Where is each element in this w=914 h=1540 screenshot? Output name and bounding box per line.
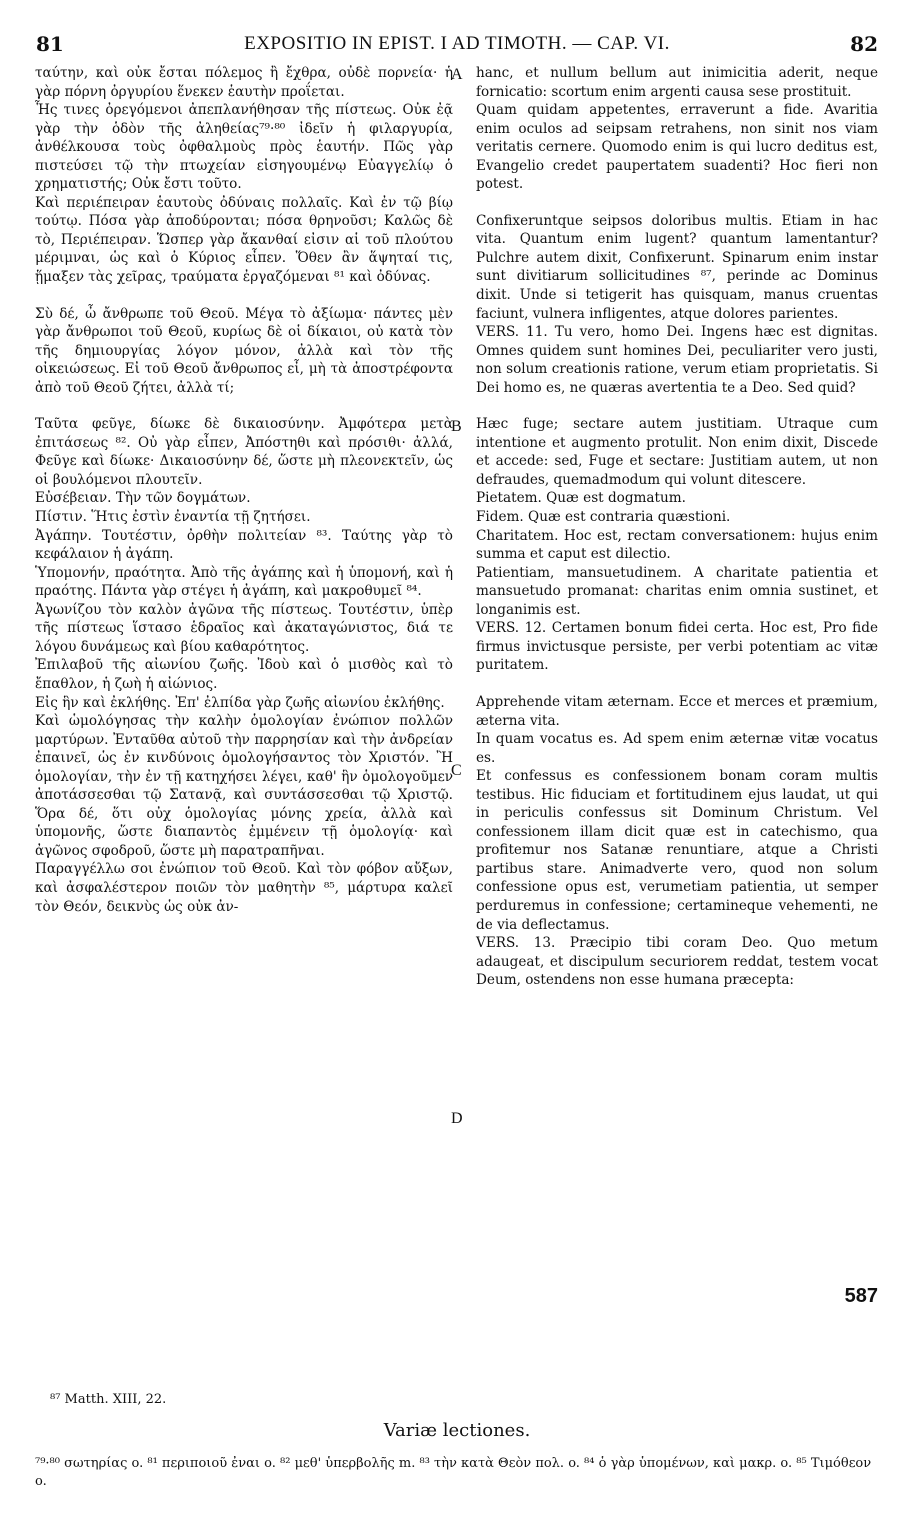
column-number: 587 — [844, 1285, 878, 1307]
greek-paragraph: Σὺ δέ, ὦ ἄνθρωπε τοῦ Θεοῦ. Μέγα τὸ ἀξίωμα· πάντες μὲν γὰρ ἄνθρωποι τοῦ Θεοῦ, κυρίως δὲ οἱ δίκαιοι, οὐ κατὰ τὸν τῆς δημιουργίας λόγον μόνον, ἀλλὰ καὶ τὸν τῆς οἰκειώσεως. Εἰ τοῦ Θεοῦ ἄνθρωπος εἶ, μὴ τὰ ἀποστρέφοντα ἀπὸ τοῦ Θεοῦ ζήτει, ἀλλὰ τί; — [35, 305, 453, 396]
variants-heading: Variæ lectiones. — [383, 1420, 531, 1441]
latin-paragraph: VERS. 12. Certamen bonum fidei certa. Hoc est, Pro fide firmus invictusque persiste, per verbi potentiam ac vitæ puritatem. — [476, 620, 878, 674]
latin-paragraph: Confixeruntque seipsos doloribus multis. Etiam in hac vita. Quantum enim lugent? quantum lamentantur? Pulchre autem dixit, Confixerunt. Spinarum enim instar sunt divitiarum sollicitudines ⁸⁷, perinde ac Dominus dixit. Unde si tetigerit has quisquam, manus cruentas faciunt, vulnera infligentes, atque dolores parientes. — [476, 212, 878, 322]
margin-letter-b: B — [451, 418, 462, 435]
greek-paragraph: Πίστιν. Ἥτις ἐστὶν ἐναντία τῇ ζητήσει. — [35, 509, 311, 526]
latin-paragraph: Apprehende vitam æternam. Ecce et merces et præmium, æterna vita. — [476, 693, 878, 729]
greek-paragraph: Ταῦτα φεῦγε, δίωκε δὲ δικαιοσύνην. Ἀμφότερα μετὰ ἐπιτάσεως ⁸². Οὐ γὰρ εἶπεν, Ἀπόστηθι καὶ πρόσιθι· ἀλλά, Φεῦγε καὶ δίωκε· Δικαιοσύνην δέ, ὥστε μὴ πλεονεκτεῖν, ὡς οἱ βουλόμενοι πλουτεῖν. — [35, 416, 453, 488]
margin-letter-d: D — [451, 1110, 463, 1127]
latin-paragraph: Charitatem. Hoc est, rectam conversationem: hujus enim summa et caput est dilectio. — [476, 527, 878, 563]
page-number-left: 81 — [36, 32, 64, 56]
greek-paragraph: Καὶ περιέπειραν ἑαυτοὺς ὀδύναις πολλαῖς. Καὶ ἐν τῷ βίῳ τούτῳ. Πόσα γὰρ ἀποδύρονται; πόσα θρηνοῦσι; Καλῶς δὲ τὸ, Περιέπειραν. Ὥσπερ γὰρ ἄκανθαί εἰσιν αἱ τοῦ πλούτου μέριμναι, ὡς καὶ ὁ Κύριος εἶπεν. Ὅθεν ἂν ἅψηταί τις, ᾕμαξεν τὰς χεῖρας, τραύματα ἐργαζόμεναι ⁸¹ καὶ ὀδύνας. — [35, 194, 453, 286]
latin-paragraph: Patientiam, mansuetudinem. A charitate patientia et mansuetudo promanat: charitas enim omnia sustinet, et longanimis est. — [476, 564, 878, 618]
greek-paragraph: Εἰς ἣν καὶ ἐκλήθης. Ἐπ' ἐλπίδα γὰρ ζωῆς αἰωνίου ἐκλήθης. — [35, 694, 445, 711]
variant-readings: ⁷⁹·⁸⁰ σωτηρίας o. ⁸¹ περιποιοῦ ἐναι o. ⁸² μεθ' ὑπερβολῆς m. ⁸³ τὴν κατὰ Θεὸν πολ. o. ⁸⁴ ὁ γὰρ ὑπομένων, καὶ μακρ. o. ⁸⁵ Τιμόθεον o. — [35, 1456, 872, 1489]
latin-paragraph: Pietatem. Quæ est dogmatum. — [476, 490, 686, 507]
greek-paragraph: Ἐπιλαβοῦ τῆς αἰωνίου ζωῆς. Ἰδοὺ καὶ ὁ μισθὸς καὶ τὸ ἔπαθλον, ἡ ζωὴ ἡ αἰώνιος. — [35, 657, 453, 692]
greek-paragraph: Ἀγωνίζου τὸν καλὸν ἀγῶνα τῆς πίστεως. Τουτέστιν, ὑπὲρ τῆς πίστεως ἵστασο ἑδραῖος καὶ ἀκαταγώνιστος, διά τε λόγου δυνάμεως καὶ βίου καθαρότητος. — [35, 601, 453, 655]
greek-paragraph: Παραγγέλλω σοι ἐνώπιον τοῦ Θεοῦ. Καὶ τὸν φόβον αὔξων, καὶ ἀσφαλέστερον ποιῶν τὸν μαθητὴν ⁸⁵, μάρτυρα καλεῖ τὸν Θεόν, δεικνὺς ὡς οὐκ ἀν- — [35, 861, 453, 915]
footnote: ⁸⁷ Matth. XIII, 22. — [50, 1392, 167, 1407]
greek-paragraph: Ἧς τινες ὀρεγόμενοι ἀπεπλανήθησαν τῆς πίστεως. Οὐκ ἐᾷ γὰρ τὴν ὁδὸν τῆς ἀληθείας⁷⁹·⁸⁰ ἰδεῖν ἡ φιλαργυρία, ἀνθέλκουσα τοὺς ὀφθαλμοὺς πρὸς ἑαυτήν. Πῶς γὰρ πιστεύσει τῷ τὴν πτωχείαν εἰσηγουμένῳ Εὐαγγελίῳ ὁ χρηματιστής; Οὐκ ἔστι τοῦτο. — [35, 102, 453, 193]
margin-letter-c: C — [451, 762, 462, 779]
latin-paragraph: hanc, et nullum bellum aut inimicitia aderit, neque fornicatio: scortum enim argenti causa sese prostituit. — [476, 65, 878, 100]
greek-paragraph: Ἀγάπην. Τουτέστιν, ὀρθὴν πολιτείαν ⁸³. Ταύτης γὰρ τὸ κεφάλαιον ἡ ἀγάπη. — [35, 527, 453, 563]
greek-paragraph: Καὶ ὡμολόγησας τὴν καλὴν ὁμολογίαν ἐνώπιον πολλῶν μαρτύρων. Ἐνταῦθα αὐτοῦ τὴν παρρησίαν καὶ τὴν ἀνδρείαν ἐπαινεῖ, ὡς ἐν κινδύνοις ὁμολογήσαντος τὸν Χριστόν. Ἢ ὁμολογίαν, τὴν ἐν τῇ κατηχήσει λέγει, καθ' ἣν ὁμολογοῦμεν ἀποτάσσεσθαι τῷ Σατανᾷ, καὶ συντάσσεσθαι τῷ Χριστῷ. Ὅρα δέ, ὅτι οὐχ ὁμολογίας μόνης χρεία, ἀλλὰ καὶ ὑπομονῆς, ὥστε διαπαντὸς ἐμμένειν τῇ ὁμολογίᾳ· καὶ ἀγῶνος σφοδροῦ, ὥστε μὴ παρατραπῆναι. — [35, 713, 453, 859]
running-title: EXPOSITIO IN EPIST. I AD TIMOTH. — CAP. VI. — [244, 33, 670, 54]
greek-paragraph: ταύτην, καὶ οὐκ ἔσται πόλεμος ἢ ἔχθρα, οὐδὲ πορνεία· ἡ γὰρ πόρνη ὀργυρίου ἕνεκεν ἑαυτὴν προΐεται. — [35, 65, 453, 100]
greek-column — [35, 64, 453, 916]
latin-paragraph: Quam quidam appetentes, erraverunt a fide. Avaritia enim oculos ad seipsam retrahens, non sinit nos viam veritatis cernere. Quomodo enim is qui lucro deditus est, Evangelio credet paupertatem suadenti? Hoc fieri non potest. — [476, 102, 878, 193]
latin-paragraph: Hæc fuge; sectare autem justitiam. Utraque cum intentione et augmento protulit. Non enim dixit, Discede et accede: sed, Fuge et sectare: Justitiam autem, ut non defraudes, quemadmodum qui volunt ditescere. — [476, 416, 878, 488]
margin-letter-a: A — [451, 66, 463, 83]
latin-paragraph: Fidem. Quæ est contraria quæstioni. — [476, 509, 731, 526]
page-header — [36, 30, 878, 60]
latin-column — [476, 64, 878, 990]
greek-paragraph: Εὐσέβειαν. Τὴν τῶν δογμάτων. — [35, 490, 251, 507]
latin-paragraph: In quam vocatus es. Ad spem enim æternæ vitæ vocatus es. — [476, 731, 878, 766]
latin-paragraph: VERS. 13. Præcipio tibi coram Deo. Quo metum adaugeat, et discipulum securiorem reddat, testem vocat Deum, ostendens non esse humana præcepta: — [476, 935, 878, 989]
latin-paragraph: Et confessus es confessionem bonam coram multis testibus. Hic fiduciam et fortitudinem ejus laudat, ut qui in periculis confessus sit Dominum Christum. Vel confessionem illam dicit quæ est in catechismo, qua profitemur nos Satanæ renuntiare, atque a Christi partibus stare. Animadverte vero, quod non solum confessione opus est, verumetiam patientia, ut semper perduremus in confessione; certamineque vehementi, ne de via deflectamus. — [476, 768, 878, 933]
latin-paragraph: VERS. 11. Tu vero, homo Dei. Ingens hæc est dignitas. Omnes quidem sunt homines Dei, peculiariter vero justi, non solum creationis ratione, verum etiam proprietatis. Si Dei homo es, ne quæras avertentia te a Deo. Sed quid? — [476, 324, 878, 396]
greek-paragraph: Ὑπομονήν, πραότητα. Ἀπὸ τῆς ἀγάπης καὶ ἡ ὑπομονή, καὶ ἡ πραότης. Πάντα γὰρ στέγει ἡ ἀγάπη, καὶ μακροθυμεῖ ⁸⁴. — [35, 564, 453, 600]
page-number-right: 82 — [850, 32, 878, 56]
